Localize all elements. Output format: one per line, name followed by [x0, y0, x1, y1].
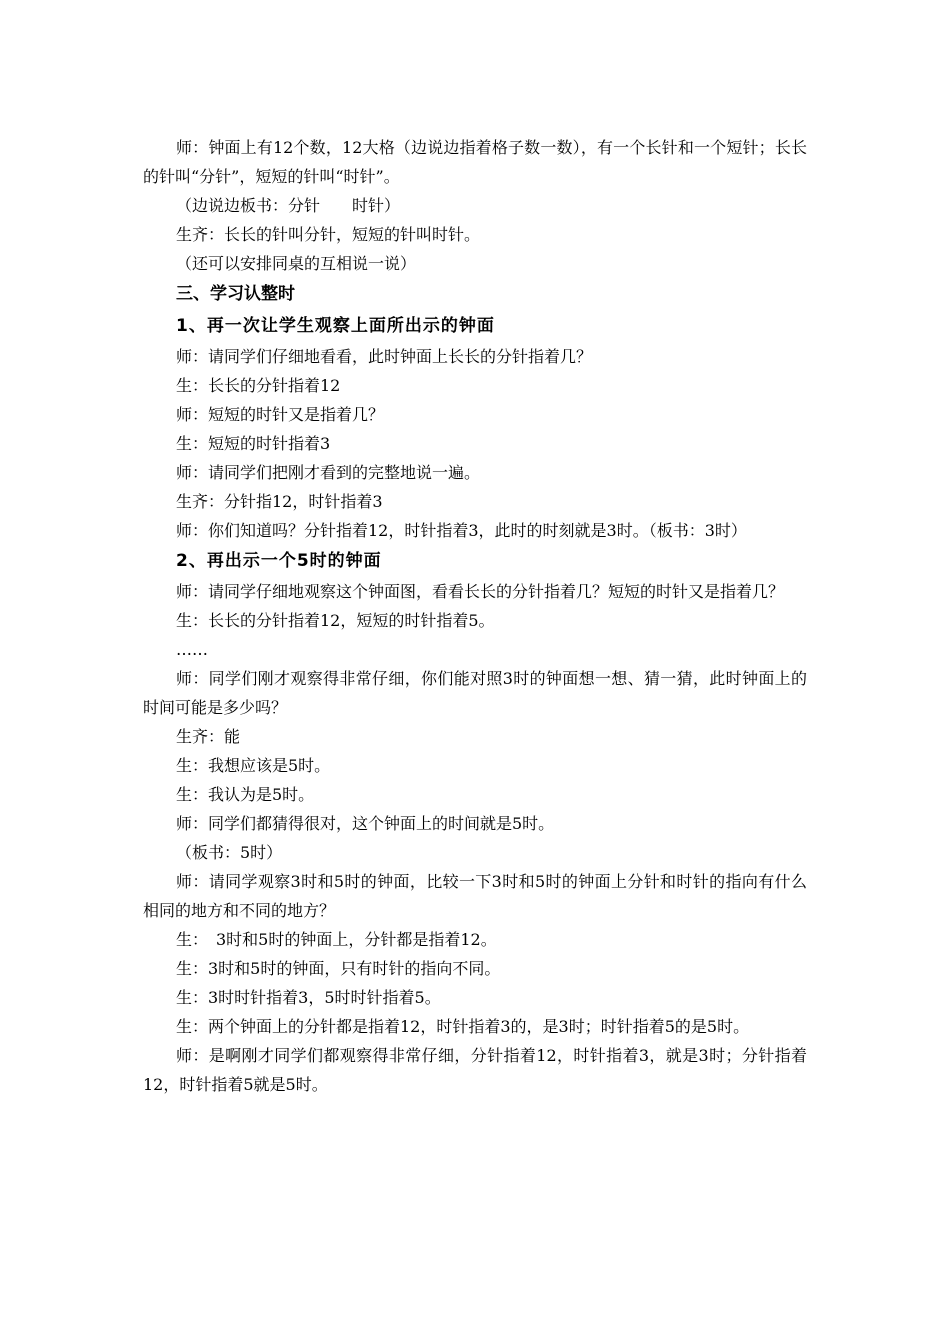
- ellipsis: ……: [176, 640, 208, 659]
- paragraph: 师：同学们刚才观察得非常仔细，你们能对照3时的钟面想一想、猜一猜，此时钟面上的时间可能是多少吗？: [143, 669, 807, 717]
- paragraph: 师：短短的时针又是指着几？: [176, 405, 385, 424]
- paragraph: 生齐：长长的针叫分针，短短的针叫时针。: [176, 225, 481, 244]
- paragraph: 生：两个钟面上的分针都是指着12，时针指着3的，是3时；时针指着5的是5时。: [176, 1017, 750, 1036]
- paragraph: 生：长长的分针指着12: [176, 376, 341, 395]
- paragraph: 生齐：能: [176, 727, 241, 746]
- paragraph: 生：短短的时针指着3: [176, 434, 331, 453]
- section-heading: 三、学习认整时: [176, 284, 295, 304]
- paragraph: 师：钟面上有12个数，12大格（边说边指着格子数一数），有一个长针和一个短针；长长的针叫“分针”，短短的针叫“时针”。: [143, 138, 807, 186]
- paragraph: 生： 3时和5时的钟面上，分针都是指着12。: [176, 930, 497, 949]
- paragraph: 师：是啊刚才同学们都观察得非常仔细，分针指着12，时针指着3，就是3时；分针指着12，时针指着5就是5时。: [143, 1046, 807, 1094]
- paragraph: 生：3时时针指着3，5时时针指着5。: [176, 988, 441, 1007]
- paragraph: （边说边板书：分针 时针）: [176, 196, 401, 215]
- paragraph: 生齐：分针指12，时针指着3: [176, 492, 383, 511]
- paragraph: （还可以安排同桌的互相说一说）: [176, 254, 417, 273]
- paragraph: 师：你们知道吗？分针指着12，时针指着3，此时的时刻就是3时。（板书：3时）: [176, 521, 747, 540]
- paragraph: 生：我想应该是5时。: [176, 756, 331, 775]
- paragraph: 师：请同学们把刚才看到的完整地说一遍。: [176, 463, 481, 482]
- subsection-heading: 2、再出示一个5时的钟面: [176, 551, 382, 571]
- paragraph: 生：长长的分针指着12，短短的时针指着5。: [176, 611, 495, 630]
- paragraph: 师：请同学观察3时和5时的钟面，比较一下3时和5时的钟面上分针和时针的指向有什么相同的地方和不同的地方？: [143, 872, 807, 920]
- paragraph: 生：我认为是5时。: [176, 785, 315, 804]
- paragraph: 生：3时和5时的钟面，只有时针的指向不同。: [176, 959, 501, 978]
- paragraph: 师：同学们都猜得很对，这个钟面上的时间就是5时。: [176, 814, 555, 833]
- paragraph: （板书：5时）: [176, 843, 283, 862]
- paragraph: 师：请同学仔细地观察这个钟面图，看看长长的分针指着几？短短的时针又是指着几？: [176, 582, 785, 601]
- document-body: [143, 133, 807, 1099]
- paragraph: 师：请同学们仔细地看看，此时钟面上长长的分针指着几？: [176, 347, 593, 366]
- subsection-heading: 1、再一次让学生观察上面所出示的钟面: [176, 316, 495, 336]
